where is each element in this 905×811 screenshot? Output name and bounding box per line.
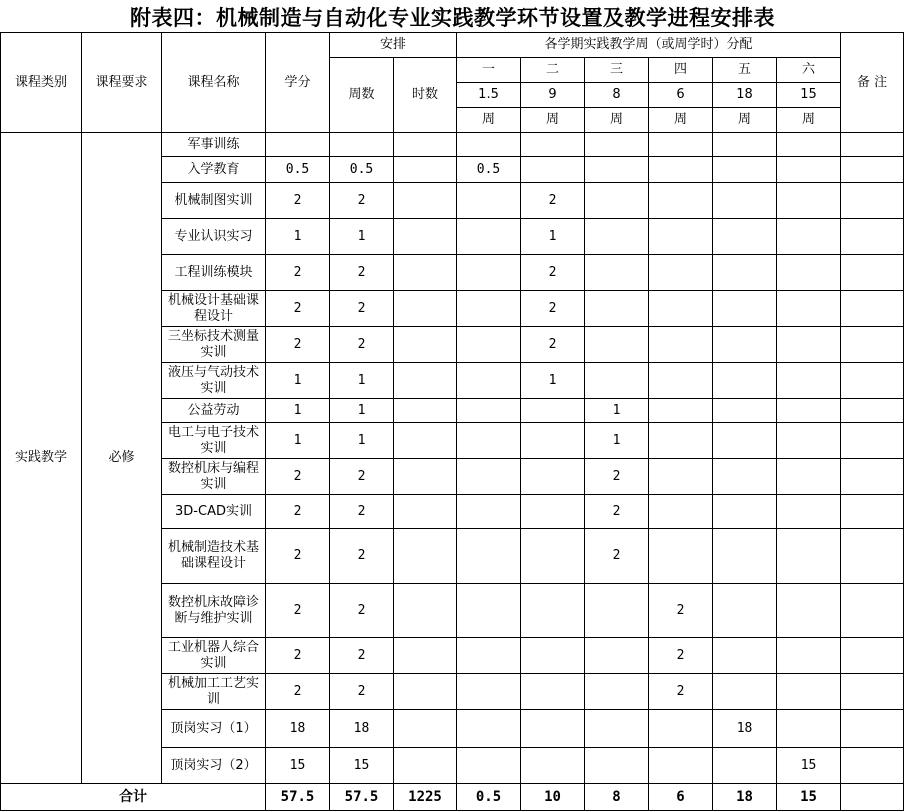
semester-allocation (585, 748, 649, 784)
semester-allocation: 2 (649, 674, 713, 710)
semester-allocation (457, 423, 521, 459)
course-credits: 2 (266, 638, 330, 674)
course-name: 机械加工工艺实训 (162, 674, 266, 710)
course-weeks: 2 (330, 495, 394, 529)
semester-allocation (457, 748, 521, 784)
course-credits: 0.5 (266, 157, 330, 183)
semester-allocation (777, 291, 841, 327)
semester-allocation (521, 423, 585, 459)
course-hours (394, 748, 457, 784)
semester-allocation: 2 (585, 529, 649, 584)
semester-allocation (777, 133, 841, 157)
course-remark (841, 529, 904, 584)
semester-name: 六 (777, 58, 841, 83)
semester-allocation (649, 529, 713, 584)
semester-allocation (585, 255, 649, 291)
course-name: 工业机器人综合实训 (162, 638, 266, 674)
semester-allocation (777, 495, 841, 529)
semester-allocation (457, 327, 521, 363)
semester-allocation (777, 459, 841, 495)
semester-allocation (713, 495, 777, 529)
semester-name: 二 (521, 58, 585, 83)
semester-allocation (649, 495, 713, 529)
course-name: 机械制造技术基础课程设计 (162, 529, 266, 584)
semester-allocation (713, 529, 777, 584)
course-credits: 18 (266, 710, 330, 748)
semester-allocation (457, 710, 521, 748)
course-name: 数控机床与编程实训 (162, 459, 266, 495)
semester-allocation (457, 399, 521, 423)
semester-allocation (713, 183, 777, 219)
course-name: 顶岗实习（1） (162, 710, 266, 748)
semester-allocation (649, 327, 713, 363)
semester-allocation (777, 183, 841, 219)
semester-allocation: 2 (521, 327, 585, 363)
semester-allocation (457, 183, 521, 219)
course-credits: 2 (266, 291, 330, 327)
semester-allocation (585, 584, 649, 638)
semester-allocation (777, 584, 841, 638)
course-remark (841, 327, 904, 363)
course-hours (394, 157, 457, 183)
semester-weeks: 1.5 (457, 83, 521, 108)
header-category: 课程类别 (1, 33, 82, 133)
course-hours (394, 255, 457, 291)
semester-allocation (585, 638, 649, 674)
course-credits: 15 (266, 748, 330, 784)
table-title: 附表四：机械制造与自动化专业实践教学环节设置及教学进程安排表 (130, 6, 775, 30)
course-hours (394, 529, 457, 584)
course-hours (394, 459, 457, 495)
course-remark (841, 748, 904, 784)
course-hours (394, 327, 457, 363)
total-semester: 0.5 (457, 784, 521, 811)
semester-allocation (521, 495, 585, 529)
semester-allocation: 1 (585, 423, 649, 459)
semester-allocation (585, 157, 649, 183)
semester-allocation (649, 219, 713, 255)
header-hours: 时数 (394, 58, 457, 133)
course-credits: 2 (266, 255, 330, 291)
semester-allocation (585, 133, 649, 157)
course-weeks: 1 (330, 399, 394, 423)
total-semester: 8 (585, 784, 649, 811)
course-weeks: 2 (330, 183, 394, 219)
course-weeks (330, 133, 394, 157)
semester-allocation (585, 183, 649, 219)
course-credits: 2 (266, 183, 330, 219)
semester-allocation (649, 157, 713, 183)
semester-allocation (457, 584, 521, 638)
header-requirement: 课程要求 (82, 33, 162, 133)
header-remarks: 备 注 (841, 33, 904, 133)
semester-allocation: 2 (521, 183, 585, 219)
semester-allocation: 2 (521, 255, 585, 291)
total-remark (841, 784, 904, 811)
semester-allocation: 15 (777, 748, 841, 784)
semester-allocation (649, 133, 713, 157)
course-credits: 1 (266, 363, 330, 399)
semester-allocation (649, 291, 713, 327)
course-credits: 2 (266, 674, 330, 710)
course-remark (841, 133, 904, 157)
course-weeks: 2 (330, 291, 394, 327)
semester-allocation (649, 183, 713, 219)
header-course-name: 课程名称 (162, 33, 266, 133)
semester-name: 一 (457, 58, 521, 83)
semester-unit: 周 (457, 108, 521, 133)
semester-allocation (457, 495, 521, 529)
semester-allocation (777, 363, 841, 399)
semester-allocation (521, 157, 585, 183)
semester-allocation (777, 674, 841, 710)
course-name: 电工与电子技术实训 (162, 423, 266, 459)
course-hours (394, 219, 457, 255)
semester-unit: 周 (521, 108, 585, 133)
semester-allocation (521, 748, 585, 784)
semester-unit: 周 (777, 108, 841, 133)
course-remark (841, 157, 904, 183)
semester-allocation: 2 (521, 291, 585, 327)
course-weeks: 2 (330, 327, 394, 363)
semester-unit: 周 (585, 108, 649, 133)
course-credits: 2 (266, 327, 330, 363)
course-hours (394, 495, 457, 529)
semester-allocation (457, 255, 521, 291)
header-arrangement: 安排 (330, 33, 457, 58)
semester-allocation (521, 529, 585, 584)
course-name: 入学教育 (162, 157, 266, 183)
course-name: 三坐标技术测量实训 (162, 327, 266, 363)
course-hours (394, 291, 457, 327)
semester-weeks: 15 (777, 83, 841, 108)
semester-allocation (713, 219, 777, 255)
semester-allocation: 2 (649, 584, 713, 638)
course-hours (394, 638, 457, 674)
semester-allocation: 0.5 (457, 157, 521, 183)
course-remark (841, 423, 904, 459)
semester-allocation (713, 291, 777, 327)
semester-allocation: 1 (585, 399, 649, 423)
semester-allocation: 1 (521, 219, 585, 255)
header-semester-distribution: 各学期实践教学周（或周学时）分配 (457, 33, 841, 58)
semester-allocation (521, 133, 585, 157)
semester-allocation (457, 674, 521, 710)
semester-allocation (713, 133, 777, 157)
course-credits: 1 (266, 423, 330, 459)
course-remark (841, 710, 904, 748)
course-hours (394, 423, 457, 459)
course-weeks: 2 (330, 459, 394, 495)
semester-unit: 周 (649, 108, 713, 133)
course-remark (841, 219, 904, 255)
course-weeks: 1 (330, 219, 394, 255)
semester-allocation (585, 327, 649, 363)
semester-allocation (457, 291, 521, 327)
course-weeks: 15 (330, 748, 394, 784)
semester-allocation (585, 710, 649, 748)
semester-allocation (457, 133, 521, 157)
course-remark (841, 638, 904, 674)
semester-allocation: 18 (713, 710, 777, 748)
semester-allocation (649, 748, 713, 784)
course-weeks: 2 (330, 529, 394, 584)
semester-allocation (521, 710, 585, 748)
course-weeks: 18 (330, 710, 394, 748)
total-semester: 15 (777, 784, 841, 811)
semester-allocation (585, 674, 649, 710)
course-name: 液压与气动技术实训 (162, 363, 266, 399)
header-weeks: 周数 (330, 58, 394, 133)
course-weeks: 2 (330, 255, 394, 291)
semester-allocation (521, 638, 585, 674)
semester-allocation (713, 459, 777, 495)
semester-allocation (777, 638, 841, 674)
semester-allocation (777, 157, 841, 183)
course-weeks: 2 (330, 638, 394, 674)
course-remark (841, 674, 904, 710)
course-remark (841, 584, 904, 638)
course-hours (394, 399, 457, 423)
semester-allocation (585, 363, 649, 399)
semester-allocation (457, 459, 521, 495)
semester-allocation (777, 710, 841, 748)
semester-allocation (777, 423, 841, 459)
total-semester: 6 (649, 784, 713, 811)
semester-weeks: 6 (649, 83, 713, 108)
semester-allocation (777, 529, 841, 584)
semester-allocation: 2 (585, 495, 649, 529)
total-credits: 57.5 (266, 784, 330, 811)
course-remark (841, 183, 904, 219)
total-semester: 10 (521, 784, 585, 811)
course-credits: 2 (266, 584, 330, 638)
semester-allocation: 2 (649, 638, 713, 674)
semester-allocation (713, 327, 777, 363)
course-hours (394, 363, 457, 399)
course-hours (394, 133, 457, 157)
semester-allocation (457, 529, 521, 584)
course-credits: 2 (266, 459, 330, 495)
course-remark (841, 495, 904, 529)
course-credits: 2 (266, 495, 330, 529)
course-requirement: 必修 (82, 133, 162, 784)
course-weeks: 0.5 (330, 157, 394, 183)
semester-allocation: 1 (521, 363, 585, 399)
total-row (1, 784, 904, 811)
header-credits: 学分 (266, 33, 330, 133)
course-remark (841, 255, 904, 291)
semester-allocation (713, 363, 777, 399)
semester-unit: 周 (713, 108, 777, 133)
course-name: 工程训练模块 (162, 255, 266, 291)
course-hours (394, 710, 457, 748)
semester-allocation (777, 255, 841, 291)
semester-allocation (649, 255, 713, 291)
semester-allocation (713, 584, 777, 638)
semester-allocation (585, 219, 649, 255)
course-name: 数控机床故障诊断与维护实训 (162, 584, 266, 638)
course-remark (841, 399, 904, 423)
semester-allocation (585, 291, 649, 327)
semester-name: 三 (585, 58, 649, 83)
semester-allocation (713, 157, 777, 183)
course-name: 机械设计基础课程设计 (162, 291, 266, 327)
course-remark (841, 459, 904, 495)
semester-allocation (777, 327, 841, 363)
total-hours: 1225 (394, 784, 457, 811)
course-hours (394, 183, 457, 219)
course-name: 军事训练 (162, 133, 266, 157)
semester-allocation: 2 (585, 459, 649, 495)
total-label: 合计 (1, 784, 266, 811)
course-name: 顶岗实习（2） (162, 748, 266, 784)
semester-allocation (521, 584, 585, 638)
course-weeks: 2 (330, 584, 394, 638)
semester-allocation (521, 459, 585, 495)
total-semester: 18 (713, 784, 777, 811)
course-hours (394, 674, 457, 710)
semester-weeks: 18 (713, 83, 777, 108)
course-credits: 2 (266, 529, 330, 584)
course-hours (394, 584, 457, 638)
semester-allocation (457, 219, 521, 255)
semester-allocation (521, 399, 585, 423)
course-name: 专业认识实习 (162, 219, 266, 255)
course-weeks: 1 (330, 363, 394, 399)
semester-allocation (713, 423, 777, 459)
semester-allocation (649, 459, 713, 495)
semester-allocation (777, 219, 841, 255)
course-credits (266, 133, 330, 157)
semester-allocation (713, 399, 777, 423)
semester-allocation (713, 255, 777, 291)
semester-allocation (713, 674, 777, 710)
practice-schedule-table (0, 32, 904, 811)
course-remark (841, 291, 904, 327)
total-weeks: 57.5 (330, 784, 394, 811)
semester-name: 五 (713, 58, 777, 83)
semester-allocation (521, 674, 585, 710)
course-credits: 1 (266, 219, 330, 255)
semester-allocation (649, 399, 713, 423)
semester-allocation (713, 638, 777, 674)
semester-weeks: 8 (585, 83, 649, 108)
semester-allocation (649, 363, 713, 399)
semester-name: 四 (649, 58, 713, 83)
course-weeks: 2 (330, 674, 394, 710)
table-row (1, 133, 904, 157)
semester-allocation (777, 399, 841, 423)
semester-weeks: 9 (521, 83, 585, 108)
semester-allocation (457, 638, 521, 674)
course-name: 3D-CAD实训 (162, 495, 266, 529)
semester-allocation (713, 748, 777, 784)
course-name: 机械制图实训 (162, 183, 266, 219)
semester-allocation (457, 363, 521, 399)
course-credits: 1 (266, 399, 330, 423)
semester-allocation (649, 423, 713, 459)
course-weeks: 1 (330, 423, 394, 459)
course-category: 实践教学 (1, 133, 82, 784)
course-remark (841, 363, 904, 399)
semester-allocation (649, 710, 713, 748)
course-name: 公益劳动 (162, 399, 266, 423)
